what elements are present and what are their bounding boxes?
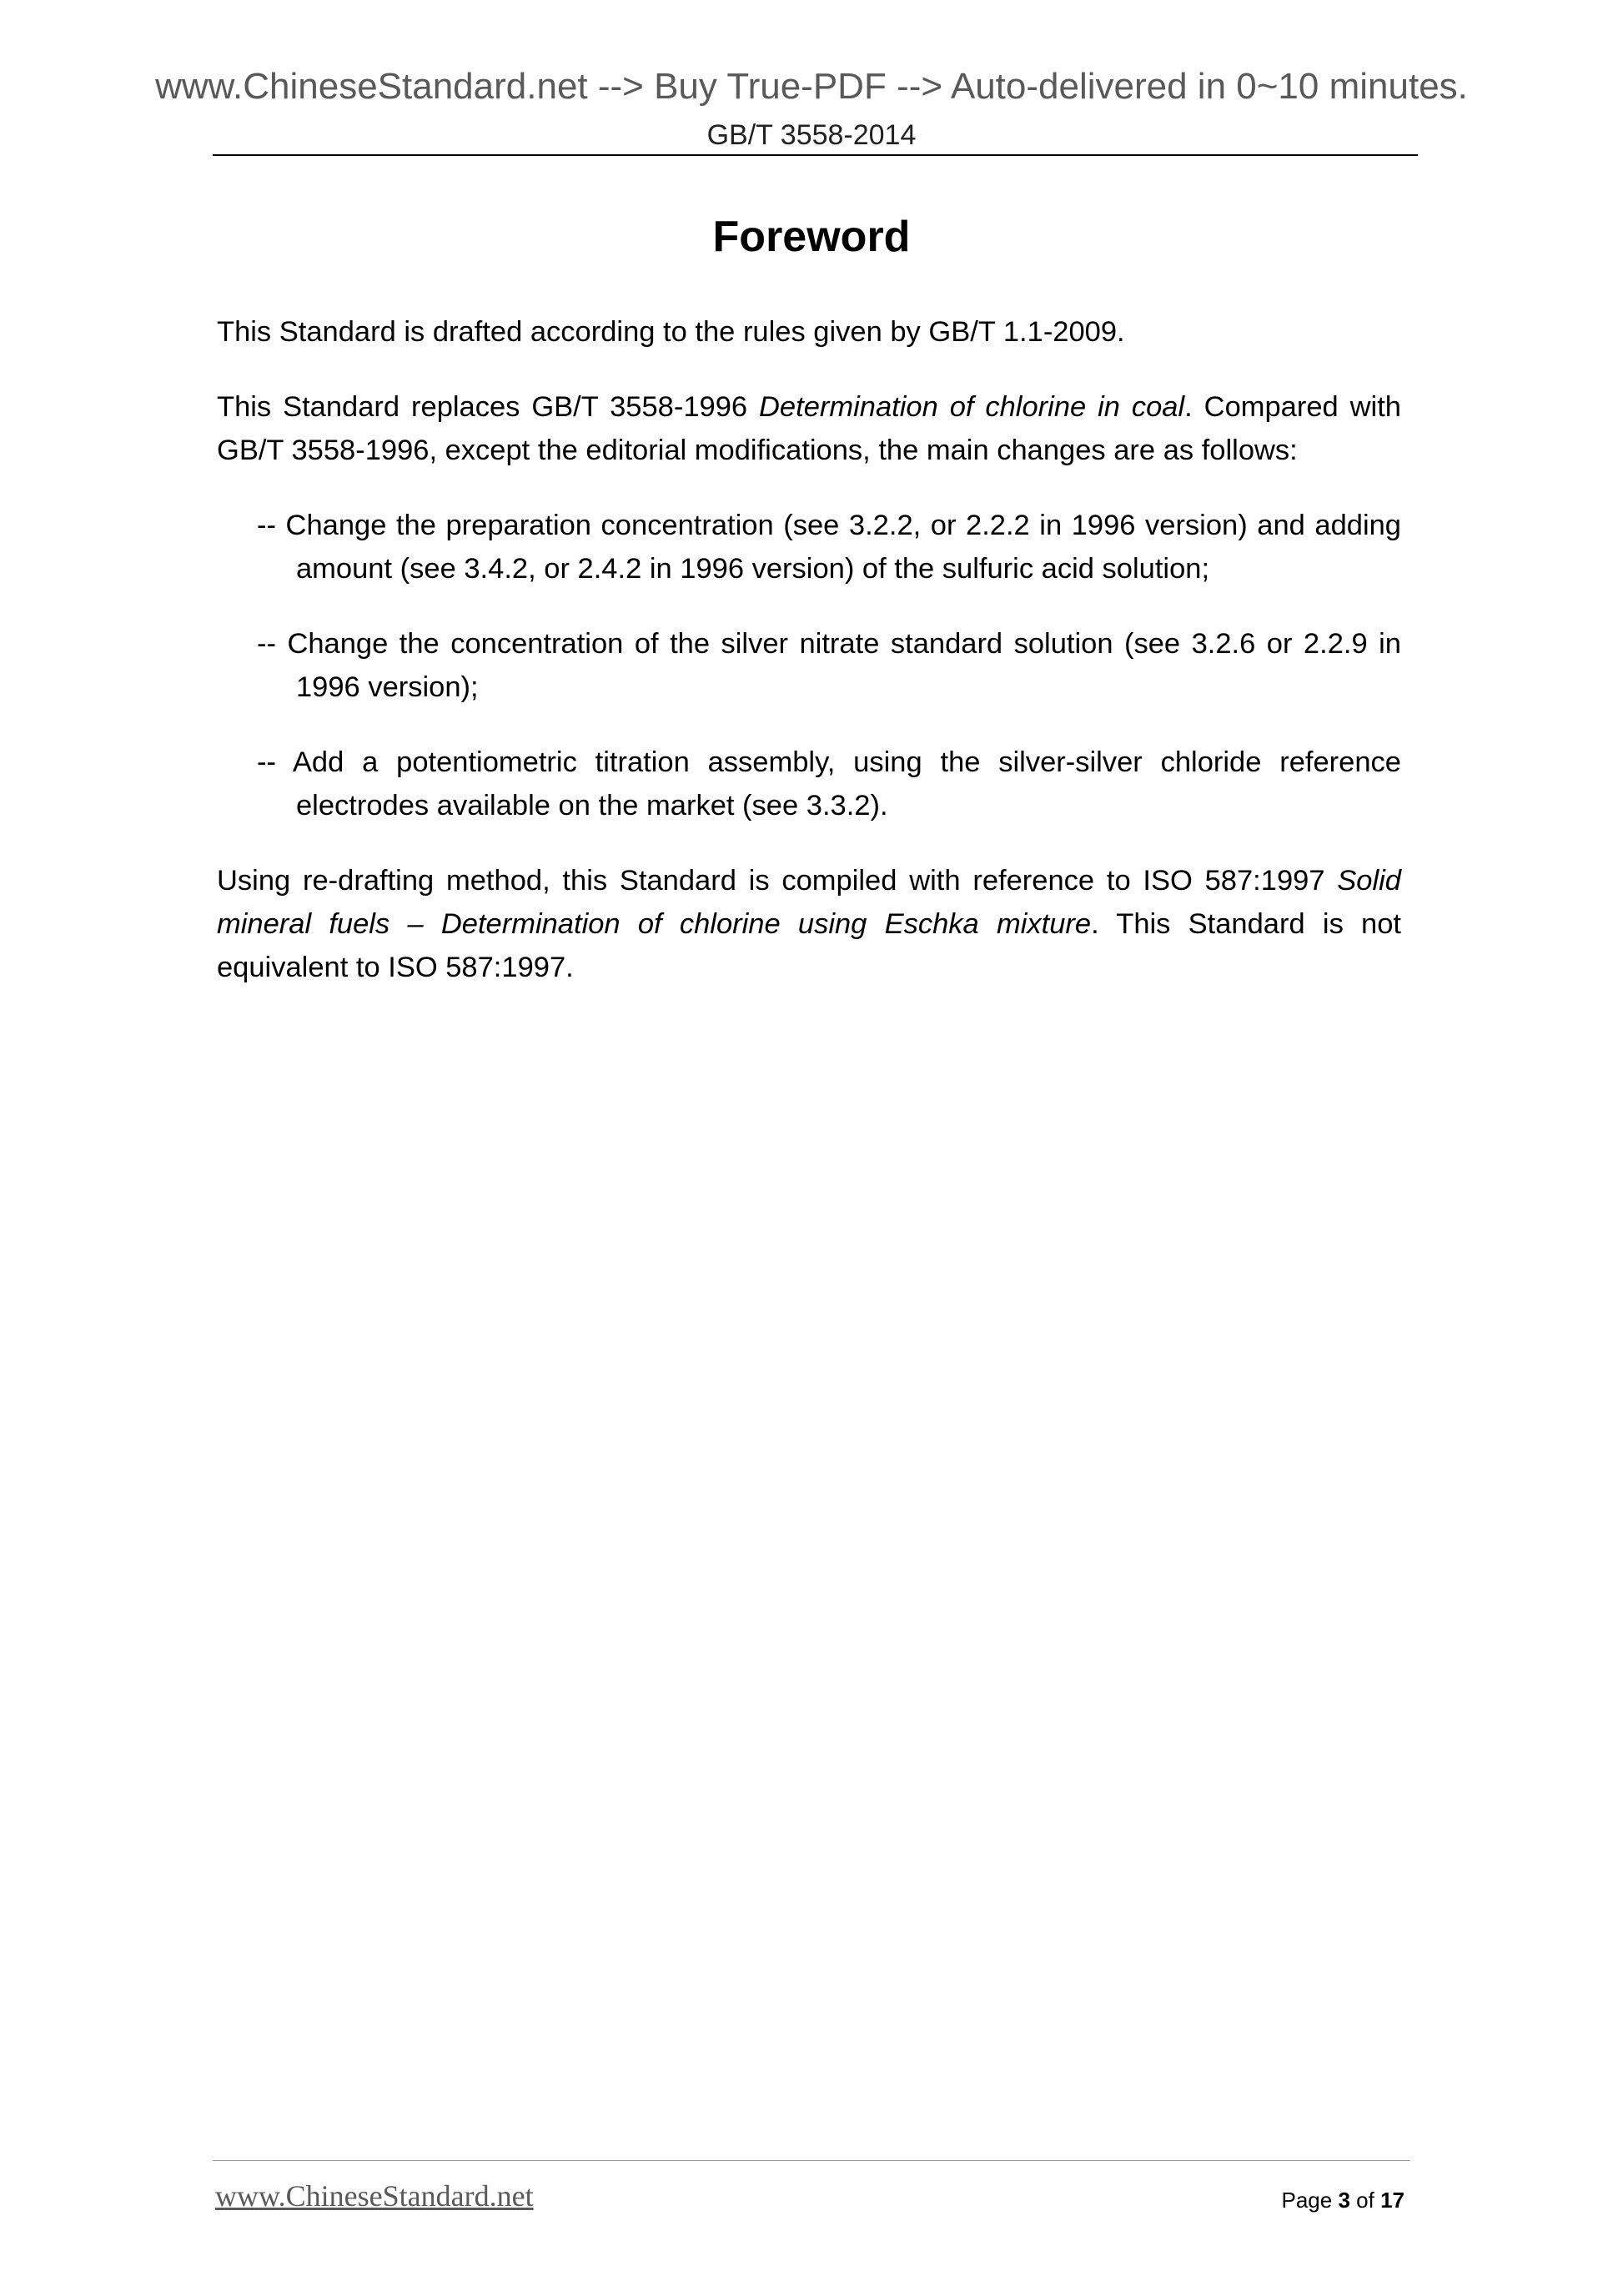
header-divider <box>213 154 1418 156</box>
page-title: Foreword <box>712 213 911 261</box>
paragraph-replaces-lead: This Standard replaces GB/T 3558-1996 <box>217 391 760 423</box>
replaced-standard-title: Determination of chlorine in coal <box>759 391 1185 423</box>
page-word: Page <box>1281 2188 1333 2213</box>
document-number: GB/T 3558-2014 <box>706 119 917 151</box>
foreword-body <box>217 310 1401 1021</box>
footer-divider <box>213 2160 1410 2161</box>
change-list-item: -- Change the preparation concentration (see 3.2.2, or 2.2.2 in 1996 version) and adding amount (see 3.4.2, or 2.4.2 in 1996 version) of the sulfuric acid solution; <box>257 510 1401 585</box>
header-banner: www.ChineseStandard.net --> Buy True-PDF --> Auto-delivered in 0~10 minutes. <box>155 66 1468 107</box>
paragraph-iso-lead: Using re-drafting method, this Standard is compiled with reference to ISO 587:1997 <box>217 865 1338 897</box>
paragraph-drafting-rules: This Standard is drafted according to the rules given by GB/T 1.1-2009. <box>217 316 1125 348</box>
page-current: 3 <box>1338 2188 1350 2213</box>
footer-site-link[interactable]: www.ChineseStandard.net <box>215 2179 534 2213</box>
paragraph-replaces-tail: . Compared with GB/T 3558-1996, except the editorial modifications, the main changes are as follows: <box>217 391 1401 466</box>
page-total: 17 <box>1380 2188 1404 2213</box>
iso-standard-title: Solid mineral fuels – Determination of chlorine using Eschka mixture <box>217 865 1401 940</box>
change-list-item: -- Change the concentration of the silver nitrate standard solution (see 3.2.6 or 2.2.9 in 1996 version); <box>257 628 1401 703</box>
page-of: of <box>1356 2188 1374 2213</box>
paragraph-iso-tail: . This Standard is not equivalent to ISO 587:1997. <box>217 908 1401 983</box>
paragraph-replaces <box>217 385 1401 472</box>
paragraph-iso-reference <box>217 859 1401 989</box>
page-number <box>1281 2187 1404 2213</box>
change-list-item: -- Add a potentiometric titration assembly, using the silver-silver chloride reference electrodes available on the market (see 3.3.2). <box>257 746 1401 821</box>
